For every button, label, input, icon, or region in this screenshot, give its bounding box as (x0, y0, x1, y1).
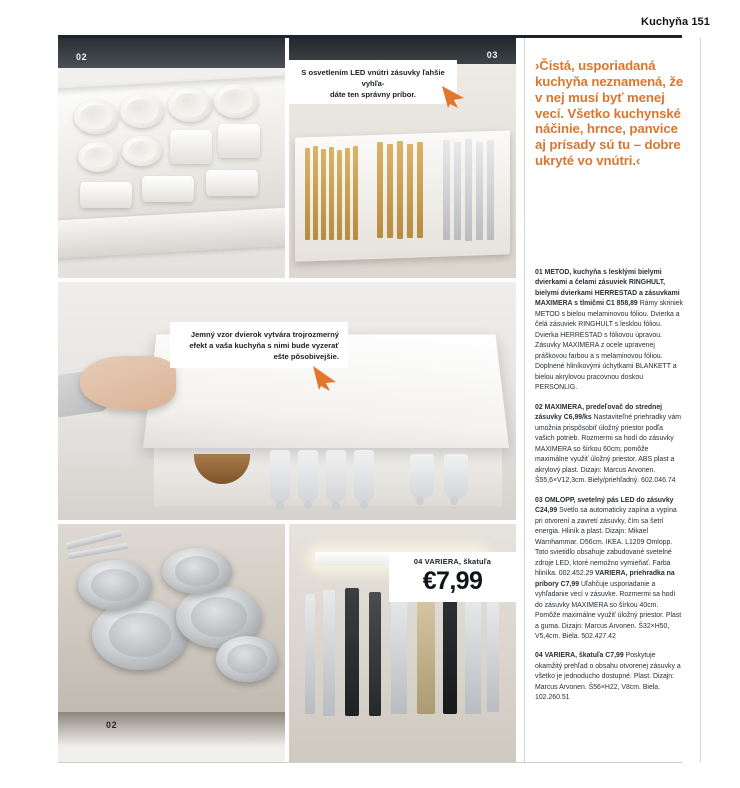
cutlery-group-gold-2 (375, 138, 435, 248)
photo-shadow-band (58, 38, 285, 68)
pull-quote: ›Čistá, usporiadaná kuchyňa neznamená, že v nej musí byť menej vecí. Všetko kuchynské náčinie, hrnce, panvice aj prísady sú tu – dobre ukryté vo vnútri.‹ (535, 58, 684, 169)
pot (78, 560, 152, 610)
product-block-03 (535, 496, 683, 643)
plate-stack (142, 176, 194, 202)
product-body-04: Poskytuje okamžitý prehľad o obsahu otvorenej zásuvky a všetko je jednoducho dostupné. Plast. Dizajn: Marcus Arvonen. Š56×H22, V8cm. Biela. 102.260.51 (535, 652, 681, 702)
plate-stack (206, 170, 258, 196)
person-hand (80, 356, 176, 410)
arrow-icon-door (310, 364, 340, 392)
footer-divider (58, 762, 682, 763)
product-body-01: Rámy skriniek METOD s bielou melaminovou fóliou. Dvierka a čelá zásuviek RINGHULT s lesklou fóliou. Dvierka HERRESTAD s fóliovou úpravou. Zásuvky MAXIMERA z ocele upravenej práškovou farbou a s melaminovou fóliou. Doplnené hliníkovými úchytkami BLANKETT a bielou akrylovou pracovnou doskou PERSONLIG. (535, 300, 683, 392)
bowl (120, 94, 164, 128)
wine-glass (354, 450, 374, 502)
column-divider-right (700, 38, 701, 762)
plate-stack (170, 130, 212, 164)
brush (417, 594, 435, 714)
bowl (168, 88, 212, 122)
photo-badge-02-bottom: 02 (106, 720, 118, 730)
plate-stack (80, 182, 132, 208)
utensil-dark (443, 590, 457, 714)
bowl (74, 100, 118, 134)
product-heading-04: 04 VARIERA, škatuľa C7,99 (535, 652, 624, 660)
price-value: €7,99 (422, 567, 483, 595)
photo-pots-drawer (58, 524, 285, 762)
wine-glass (298, 450, 318, 502)
bowl (214, 84, 258, 118)
page-title: Kuchyňa 151 (641, 16, 710, 28)
page-header (0, 0, 740, 34)
column-divider-left (524, 38, 525, 762)
drinking-glass (444, 454, 468, 498)
product-block-04 (535, 651, 683, 703)
product-heading-variera: VARIERA, priehradka na príbory C7,99 (535, 570, 675, 588)
photo-badge-02: 02 (76, 52, 88, 62)
price-label: 04 VARIERA, škatuľa (413, 557, 492, 566)
arrow-icon-led (440, 84, 468, 110)
bowl (122, 136, 162, 166)
utensil-dark (345, 588, 359, 716)
product-body-03: Svetlo sa automaticky zapína a vypína pri otvorení a zavretí zásuvky, čím sa šetrí energia. Hliník a plast. Dizajn: Mikael Warnhammar. D56cm. IKEA. L1209 Omlopp. Toto svietidlo obsahuje zabudované svetelné zdroje LED, ktoré nemožno vymieňať. Farba hliníka. 002.452.29 (535, 507, 677, 578)
utensil (305, 594, 315, 714)
cutlery-group-steel (441, 136, 507, 250)
price-callout-variera-box (389, 552, 516, 602)
product-body-variera: Uľahčuje usporiadanie a vyhľadanie vecí v zásuvke. Rozmermi sa hodí do zásuvky MAXIMERA so šírkou 40cm. Pomôže maximálne využiť úložný priestor. Plast a guma. Dizajn: Marcus Arvonen. Š32×H50, V5,4cm. Biela. 502.427.42 (535, 580, 682, 640)
product-body-02: Nastaviteľné priehradky vám umožnia prispôsobiť úložný priestor podľa vašich potrieb. Rozmermi sa hodí do zásuvky MAXIMERA so šírkou 60cm; pomôže maximálne využiť úložný priestor. ABS plast a akrylový plast. Dizajn: Marcus Arvonen. Š55,6×V12,3cm. Biely/priehľadný. 602.046.74 (535, 414, 682, 485)
cutlery-group-gold (303, 142, 367, 248)
product-block-02 (535, 403, 683, 487)
utensil (487, 602, 499, 712)
drawer-front (58, 712, 285, 762)
wine-glass (270, 450, 290, 502)
wine-glass (326, 450, 346, 502)
product-heading-03: 03 OMLOPP, svetelný pás LED do zásuvky C24,99 (535, 496, 674, 515)
plate-stack (218, 124, 260, 158)
bowl (78, 142, 118, 172)
utensil-dark (369, 592, 381, 716)
drinking-glass (410, 454, 434, 498)
product-heading-01: 01 METOD, kuchyňa s lesklými bielymi dvierkami a čelami zásuviek RINGHULT, bielymi dvierkami HERRESTAD a zásuvkami MAXIMERA s tlmičmi C1 858,89 (535, 269, 680, 308)
photo-badge-03: 03 (486, 50, 498, 60)
utensil (391, 596, 407, 714)
product-copy-column (535, 268, 683, 713)
product-heading-02: 02 MAXIMERA, predeľovač do strednej zásuvky C6,99/ks (535, 403, 663, 422)
utensil (323, 590, 335, 716)
photo-drawer-bowls (58, 38, 285, 278)
photo-cabinet-door (58, 282, 516, 520)
product-block-01 (535, 268, 683, 394)
pot (162, 548, 232, 594)
callout-led-lighting: S osvetlením LED vnútri zásuvky ľahšie vyhľa- dáte ten správny príbor. (289, 60, 457, 104)
pot (216, 636, 278, 682)
callout-door-pattern: Jemný vzor dvierok vytvára trojrozmerný efekt a vaša kuchyňa s nimi bude vyzerať ešte pôsobivejšie. (170, 322, 348, 368)
scissors (465, 598, 481, 714)
pot (92, 600, 188, 670)
